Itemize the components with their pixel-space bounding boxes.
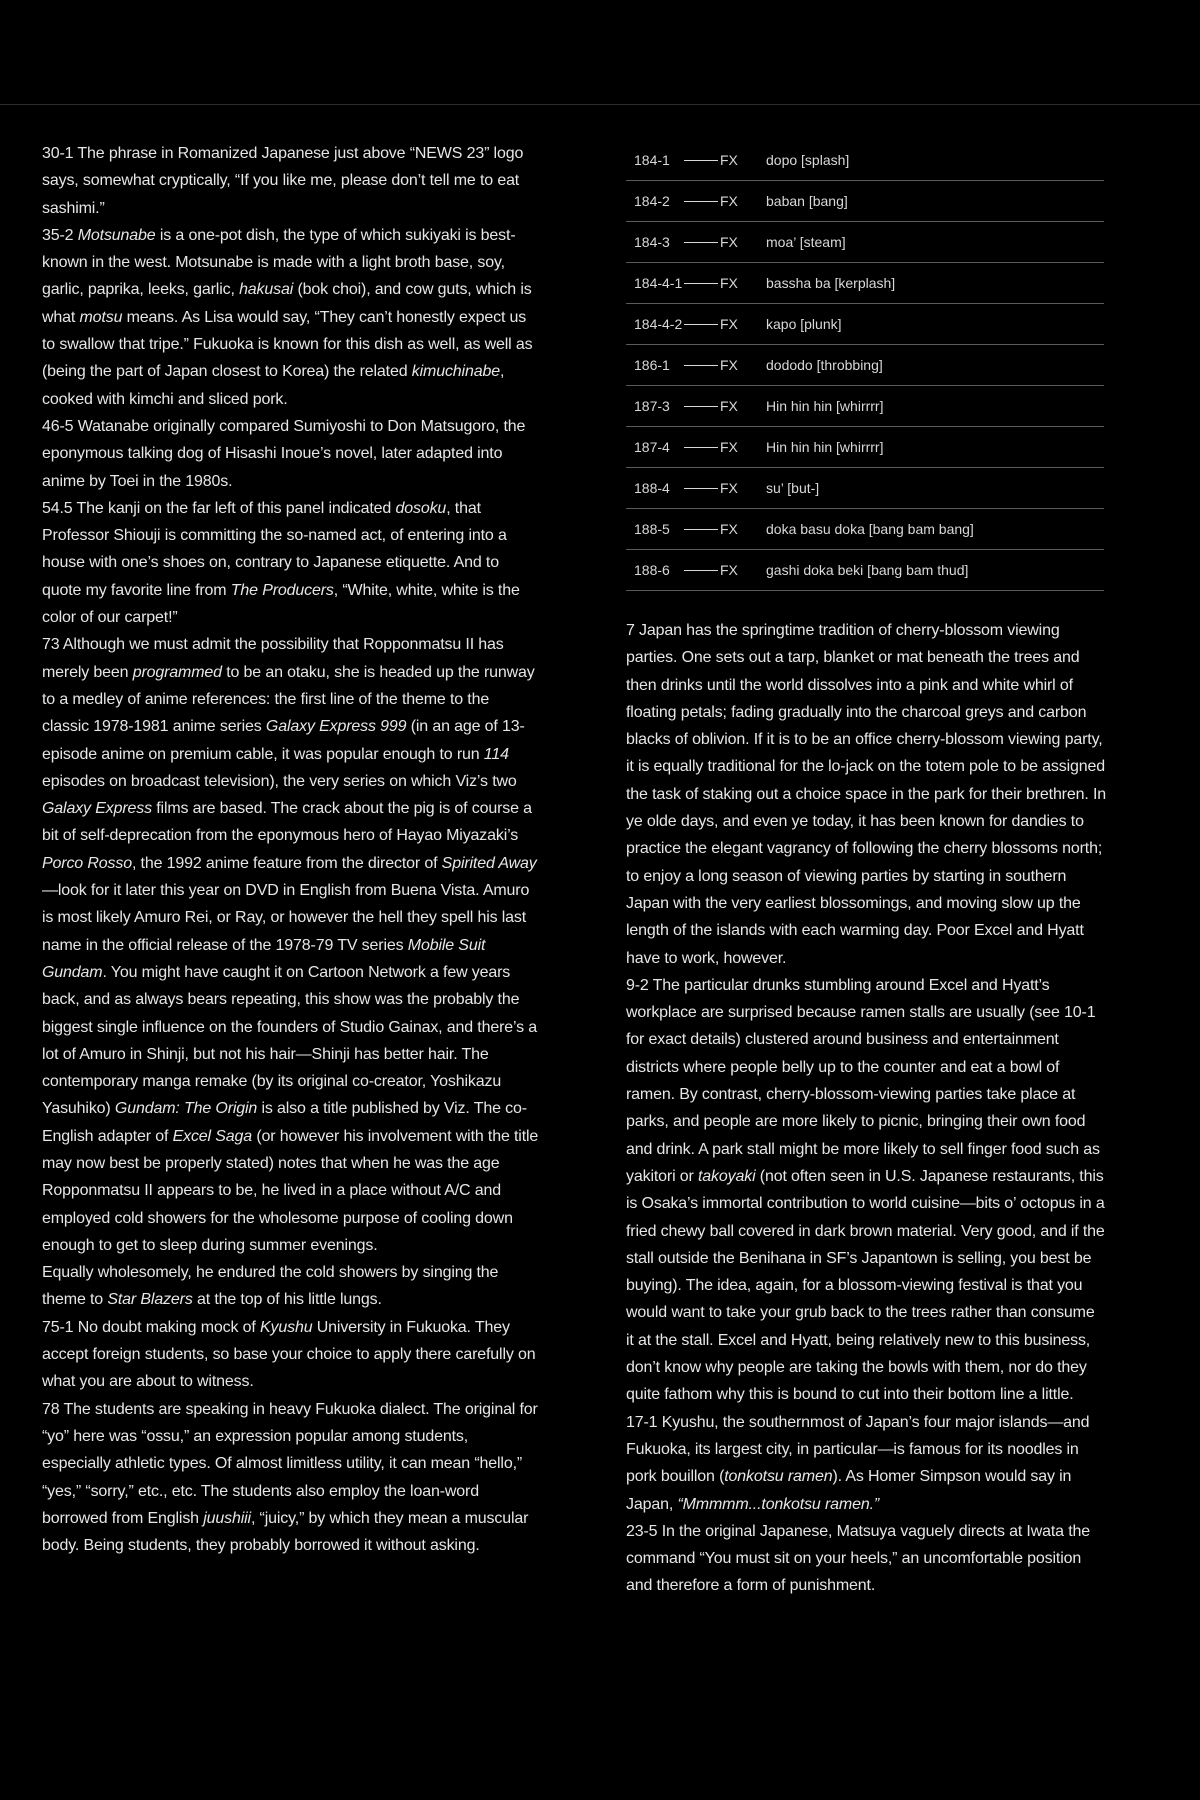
note-78 <box>42 1396 540 1560</box>
fx-row <box>626 304 1104 345</box>
italic-text: juushiii <box>203 1509 251 1527</box>
text-run: —look for it later this year on DVD in English from Buena Vista. Amuro is most likely Amuro Rei, or Ray, or however the hell they spell his last name in the official release of the 1978-79 TV series <box>42 882 530 954</box>
note-9-2 <box>626 972 1106 1409</box>
italic-text: tonkotsu ramen <box>724 1468 833 1486</box>
text-run: is also a title published by Viz. The co-English adapter of <box>42 1100 527 1145</box>
text-run: to be an otaku, she is headed up the runway to a medley of anime references: the first line of the theme to the classic 1978-1981 anime series <box>42 663 535 736</box>
left-column <box>42 140 540 1559</box>
fx-row <box>626 468 1104 509</box>
fx-row <box>626 550 1104 591</box>
fx-label: FX <box>720 181 766 222</box>
note-46-5 <box>42 413 540 495</box>
fx-label: FX <box>720 550 766 591</box>
italic-text: Excel Saga <box>172 1127 253 1145</box>
fx-sound: doka basu doka [bang bam bang] <box>766 509 1104 550</box>
text-run: , the 1992 anime feature from the director of <box>131 854 442 872</box>
text-run: . You might have caught it on Cartoon Network a few years back, and as always bears repeating, this show was the probably the biggest single influence on the founders of Studio Gainax, and there’s a lot of Amuro in Shinji, but not his hair—Shinji has better hair. The contemporary manga remake (by its original co-creator, Yoshikazu Yasuhiko) <box>42 963 538 1118</box>
text-run: means. As Lisa would say, “They can’t honestly expect us to swallow that tripe.” Fukuoka is known for this dish as well, as well as (being the part of Japan closest to Korea) the related <box>42 308 533 381</box>
italic-text: Gundam: The Origin <box>114 1100 258 1118</box>
fx-label: FX <box>720 345 766 386</box>
text-run: , “juicy,” by which they mean a muscular body. Being students, they probably borrowed it without asking. <box>42 1509 529 1555</box>
fx-sound: bassha ba [kerplash] <box>766 263 1104 304</box>
top-rule <box>0 104 1200 105</box>
text-run: 54.5 The kanji on the far left of this panel indicated <box>42 499 396 517</box>
text-run: 23-5 In the original Japanese, Matsuya vaguely directs at Iwata the command “You must sit on your heels,” an uncomfortable position and therefore a form of punishment. <box>626 1522 1091 1595</box>
text-run: 9-2 The particular drunks stumbling around Excel and Hyatt’s workplace are surprised because ramen stalls are usually (see 10-1 for exact details) clustered around business and entertainment districts where people belly up to the counter and eat a bowl of ramen. By contrast, cherry-blossom-viewing parties take place at parks, and people are more likely to picnic, bringing their own food and drink. A park stall might be more likely to sell finger food such as yakitori or <box>626 976 1100 1185</box>
fx-ref: 184-1 <box>626 140 720 181</box>
fx-ref: 187-4 <box>626 427 720 468</box>
fx-label: FX <box>720 263 766 304</box>
italic-text: Mobile Suit Gundam <box>42 936 486 981</box>
fx-sound: Hin hin hin [whirrrr] <box>766 386 1104 427</box>
text-run: films are based. The crack about the pig is of course a bit of self-deprecation from the eponymous hero of Hayao Miyazaki’s <box>42 800 532 845</box>
fx-ref: 188-5 <box>626 509 720 550</box>
italic-text: programmed <box>132 663 222 681</box>
text-run: , “White, white, white is the color of our carpet!” <box>42 581 520 627</box>
italic-text: Kyushu <box>260 1318 313 1336</box>
sound-effects-table <box>626 140 1104 591</box>
note-73 <box>42 631 540 1259</box>
italic-text: kimuchinabe <box>411 363 500 381</box>
note-73-continued <box>42 1259 540 1314</box>
text-run: (or however his involvement with the title may now best be properly stated) notes that when he was the age Ropponmatsu II appears to be, he lived in a place without A/C and employed cold showers for the wholesome purpose of cooling down enough to get to sleep during summer evenings. <box>42 1127 539 1254</box>
right-notes <box>626 617 1106 1600</box>
fx-row <box>626 509 1104 550</box>
text-run: 7 Japan has the springtime tradition of cherry-blossom viewing parties. One sets out a tarp, blanket or mat beneath the trees and then drinks until the world dissolves into a pink and white whirl of floating petals; fading gradually into the charcoal greys and carbon blacks of oblivion. If it is to be an office cherry-blossom viewing party, it is equally traditional for the lo-jack on the totem pole to be assigned the task of staking out a choice space in the park for their brethren. In ye olde days, and even ye today, it has been known for dandies to practice the elegant vagrancy of following the cherry blossoms north; to enjoy a long season of viewing parties by starting in southern Japan with the very earliest blossomings, and moving slow up the length of the islands with each warming day. Poor Excel and Hyatt have to work, however. <box>626 622 1106 967</box>
italic-text: The Producers <box>230 581 334 599</box>
fx-row <box>626 427 1104 468</box>
italic-text: Star Blazers <box>107 1291 193 1309</box>
text-run: (bok choi), and cow guts, which is what <box>42 281 532 326</box>
fx-sound: su’ [but-] <box>766 468 1104 509</box>
fx-ref: 184-3 <box>626 222 720 263</box>
text-run: (in an age of 13-episode anime on premium cable, it was popular enough to run <box>42 718 525 763</box>
fx-ref: 187-3 <box>626 386 720 427</box>
fx-sound: baban [bang] <box>766 181 1104 222</box>
text-run: 35-2 <box>42 226 78 244</box>
text-run: , that Professor Shiouji is committing the so-named act, of entering into a house with one’s shoes on, contrary to Japanese etiquette. And to quote my favorite line from <box>42 499 507 599</box>
text-run: 75-1 No doubt making mock of <box>42 1318 260 1336</box>
fx-ref: 188-6 <box>626 550 720 591</box>
fx-row <box>626 386 1104 427</box>
fx-label: FX <box>720 304 766 345</box>
fx-label: FX <box>720 468 766 509</box>
fx-row <box>626 263 1104 304</box>
fx-sound: dododo [throbbing] <box>766 345 1104 386</box>
text-run: (not often seen in U.S. Japanese restaurants, this is Osaka’s immortal contribution to world cuisine—bits o’ octopus in a fried chewy ball covered in dark brown material. Very good, and if the stall outside the Benihana in SF’s Japantown is selling, you best be buying). The idea, again, for a blossom-viewing festival is that you would want to take your grub back to the trees rather than consume it at the stall. Excel and Hyatt, being relatively new to this business, don’t know why people are taking the bowls with them, nor do they quite fathom why this is bound to cut into their bottom line a little. <box>626 1167 1105 1404</box>
fx-ref: 186-1 <box>626 345 720 386</box>
note-30-1 <box>42 140 540 222</box>
fx-row <box>626 140 1104 181</box>
text-run: , cooked with kimchi and sliced pork. <box>42 363 505 408</box>
fx-label: FX <box>720 222 766 263</box>
fx-sound: moa’ [steam] <box>766 222 1104 263</box>
text-run: 46-5 Watanabe originally compared Sumiyoshi to Don Matsugoro, the eponymous talking dog of Hisashi Inoue’s novel, later adapted into anime by Toei in the 1980s. <box>42 417 526 490</box>
text-run: 73 Although we must admit the possibility that Ropponmatsu II has merely been <box>42 636 504 681</box>
right-column <box>626 140 1106 1600</box>
italic-text: “Mmmmm...tonkotsu ramen.” <box>677 1495 880 1513</box>
note-54-5 <box>42 495 540 631</box>
text-run: 17-1 Kyushu, the southernmost of Japan’s four major islands—and Fukuoka, its largest city, in particular—is famous for its noodles in pork bouillon ( <box>626 1413 1090 1486</box>
text-run: at the top of his little lungs. <box>192 1291 382 1309</box>
text-run: ). As Homer Simpson would say in Japan, <box>626 1468 1072 1513</box>
note-7 <box>626 617 1106 972</box>
fx-sound: Hin hin hin [whirrrr] <box>766 427 1104 468</box>
fx-label: FX <box>720 386 766 427</box>
fx-row <box>626 345 1104 386</box>
italic-text: Spirited Away <box>441 854 537 872</box>
text-run: University in Fukuoka. They accept foreign students, so base your choice to apply there carefully on what you are about to witness. <box>42 1318 536 1391</box>
fx-row <box>626 222 1104 263</box>
fx-sound: gashi doka beki [bang bam thud] <box>766 550 1104 591</box>
italic-text: Galaxy Express <box>42 800 152 818</box>
note-23-5 <box>626 1518 1106 1600</box>
italic-text: Galaxy Express 999 <box>265 718 407 736</box>
italic-text: motsu <box>79 308 123 326</box>
fx-ref: 184-4-1 <box>626 263 720 304</box>
fx-sound: dopo [splash] <box>766 140 1104 181</box>
fx-sound: kapo [plunk] <box>766 304 1104 345</box>
fx-label: FX <box>720 509 766 550</box>
note-35-2 <box>42 222 540 413</box>
text-run: episodes on broadcast television), the very series on which Viz’s two <box>42 772 517 790</box>
italic-text: Porco Rosso <box>42 854 132 872</box>
fx-ref: 184-2 <box>626 181 720 222</box>
fx-ref: 184-4-2 <box>626 304 720 345</box>
text-run: 30-1 The phrase in Romanized Japanese just above “NEWS 23” logo says, somewhat cryptically, “If you like me, please don’t tell me to eat sashimi.” <box>42 145 524 217</box>
italic-text: 114 <box>483 745 509 763</box>
italic-text: takoyaki <box>698 1167 756 1185</box>
fx-row <box>626 181 1104 222</box>
fx-label: FX <box>720 427 766 468</box>
text-run: is a one-pot dish, the type of which sukiyaki is best-known in the west. Motsunabe is made with a light broth base, soy, garlic, paprika, leeks, garlic, <box>42 226 516 299</box>
text-run: 78 The students are speaking in heavy Fukuoka dialect. The original for “yo” here was “ossu,” an expression popular among students, especially athletic types. Of almost limitless utility, it can mean “hello,” “yes,” “sorry,” etc., etc. The students also employ the loan-word borrowed from English <box>42 1400 538 1527</box>
italic-text: Motsunabe <box>77 226 156 244</box>
note-75-1 <box>42 1314 540 1396</box>
fx-ref: 188-4 <box>626 468 720 509</box>
italic-text: hakusai <box>239 281 294 299</box>
text-run: Equally wholesomely, he endured the cold showers by singing the theme to <box>42 1264 499 1309</box>
italic-text: dosoku <box>395 499 447 517</box>
note-17-1 <box>626 1409 1106 1518</box>
fx-label: FX <box>720 140 766 181</box>
